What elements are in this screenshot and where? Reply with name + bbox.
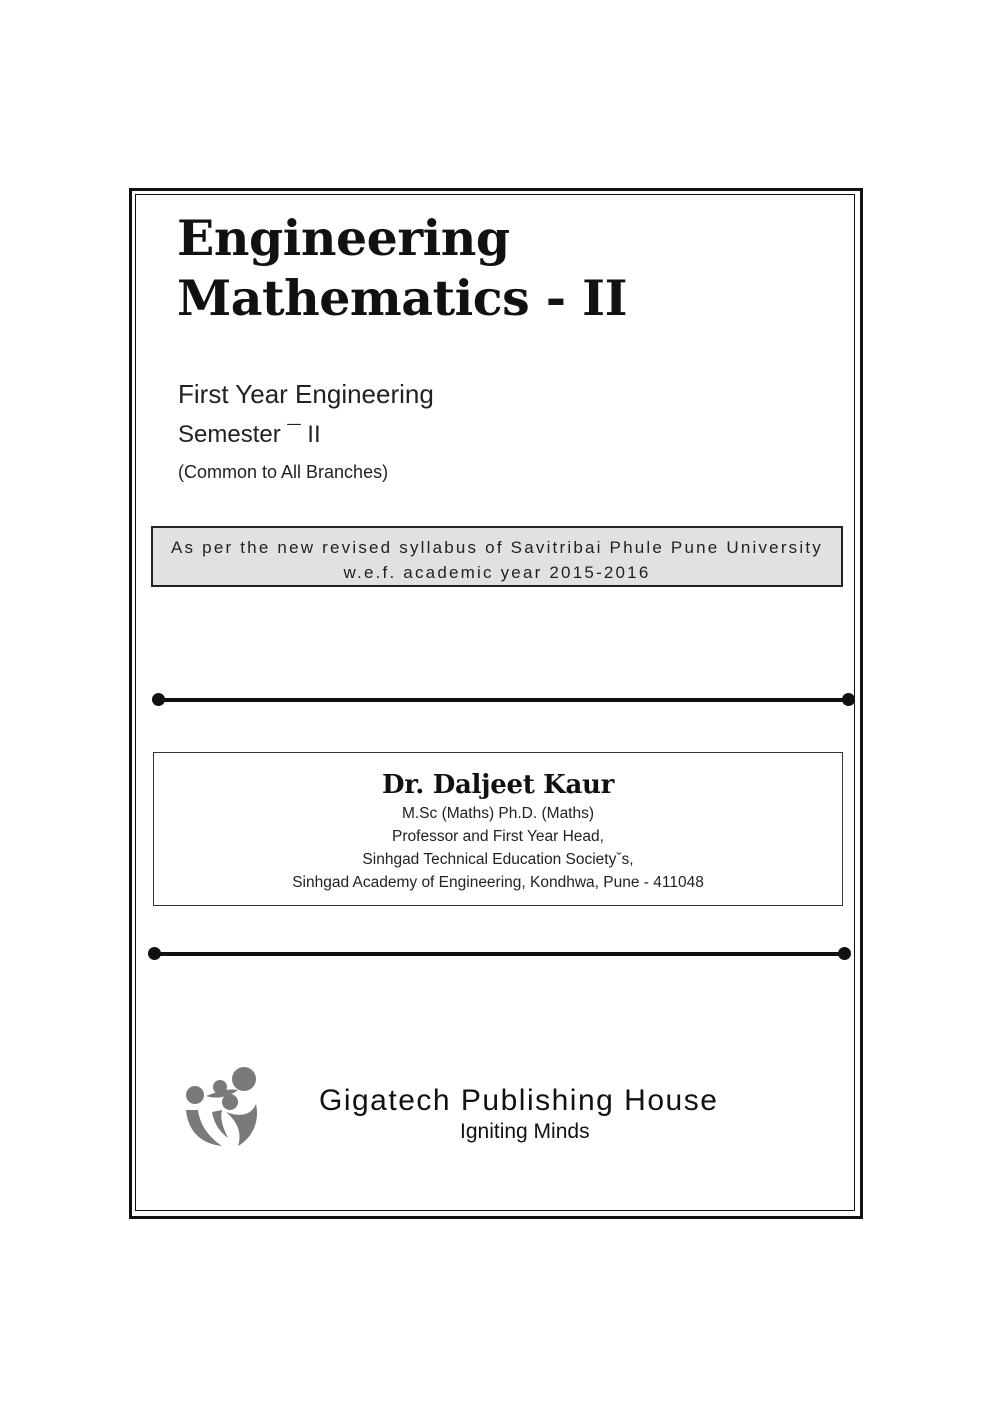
lower-divider-right-dot	[838, 947, 851, 960]
publisher-tagline: Igniting Minds	[460, 1120, 590, 1143]
subtitle-semester: Semester ¯ II	[178, 421, 321, 448]
syllabus-line1: As per the new revised syllabus of Savitribai Phule Pune University	[171, 538, 823, 557]
lower-divider-left-dot	[148, 947, 161, 960]
lower-divider-rule	[154, 952, 844, 956]
subtitle-common: (Common to All Branches)	[178, 462, 389, 482]
subtitle-year: First Year Engineering	[178, 379, 434, 409]
book-title	[177, 208, 627, 328]
author-society: Sinhgad Technical Education Societyˇs,	[362, 851, 634, 868]
syllabus-line2: w.e.f. academic year 2015-2016	[343, 563, 651, 582]
syllabus-banner	[151, 526, 843, 587]
publisher-people-logo-icon	[182, 1066, 268, 1148]
author-box	[153, 752, 843, 906]
book-title-line1: Engineering	[177, 209, 510, 267]
upper-divider-rule	[158, 698, 848, 702]
cover-inner-frame	[135, 194, 855, 1211]
book-title-line2: Mathematics - II	[177, 269, 627, 327]
upper-divider-left-dot	[152, 693, 165, 706]
author-position: Professor and First Year Head,	[392, 828, 604, 845]
author-institute: Sinhgad Academy of Engineering, Kondhwa, Pune - 411048	[292, 874, 704, 891]
upper-divider-right-dot	[842, 693, 855, 706]
author-qualifications: M.Sc (Maths) Ph.D. (Maths)	[401, 805, 595, 822]
author-name: Dr. Daljeet Kaur	[381, 770, 615, 800]
publisher-name: Gigatech Publishing House	[319, 1084, 719, 1117]
